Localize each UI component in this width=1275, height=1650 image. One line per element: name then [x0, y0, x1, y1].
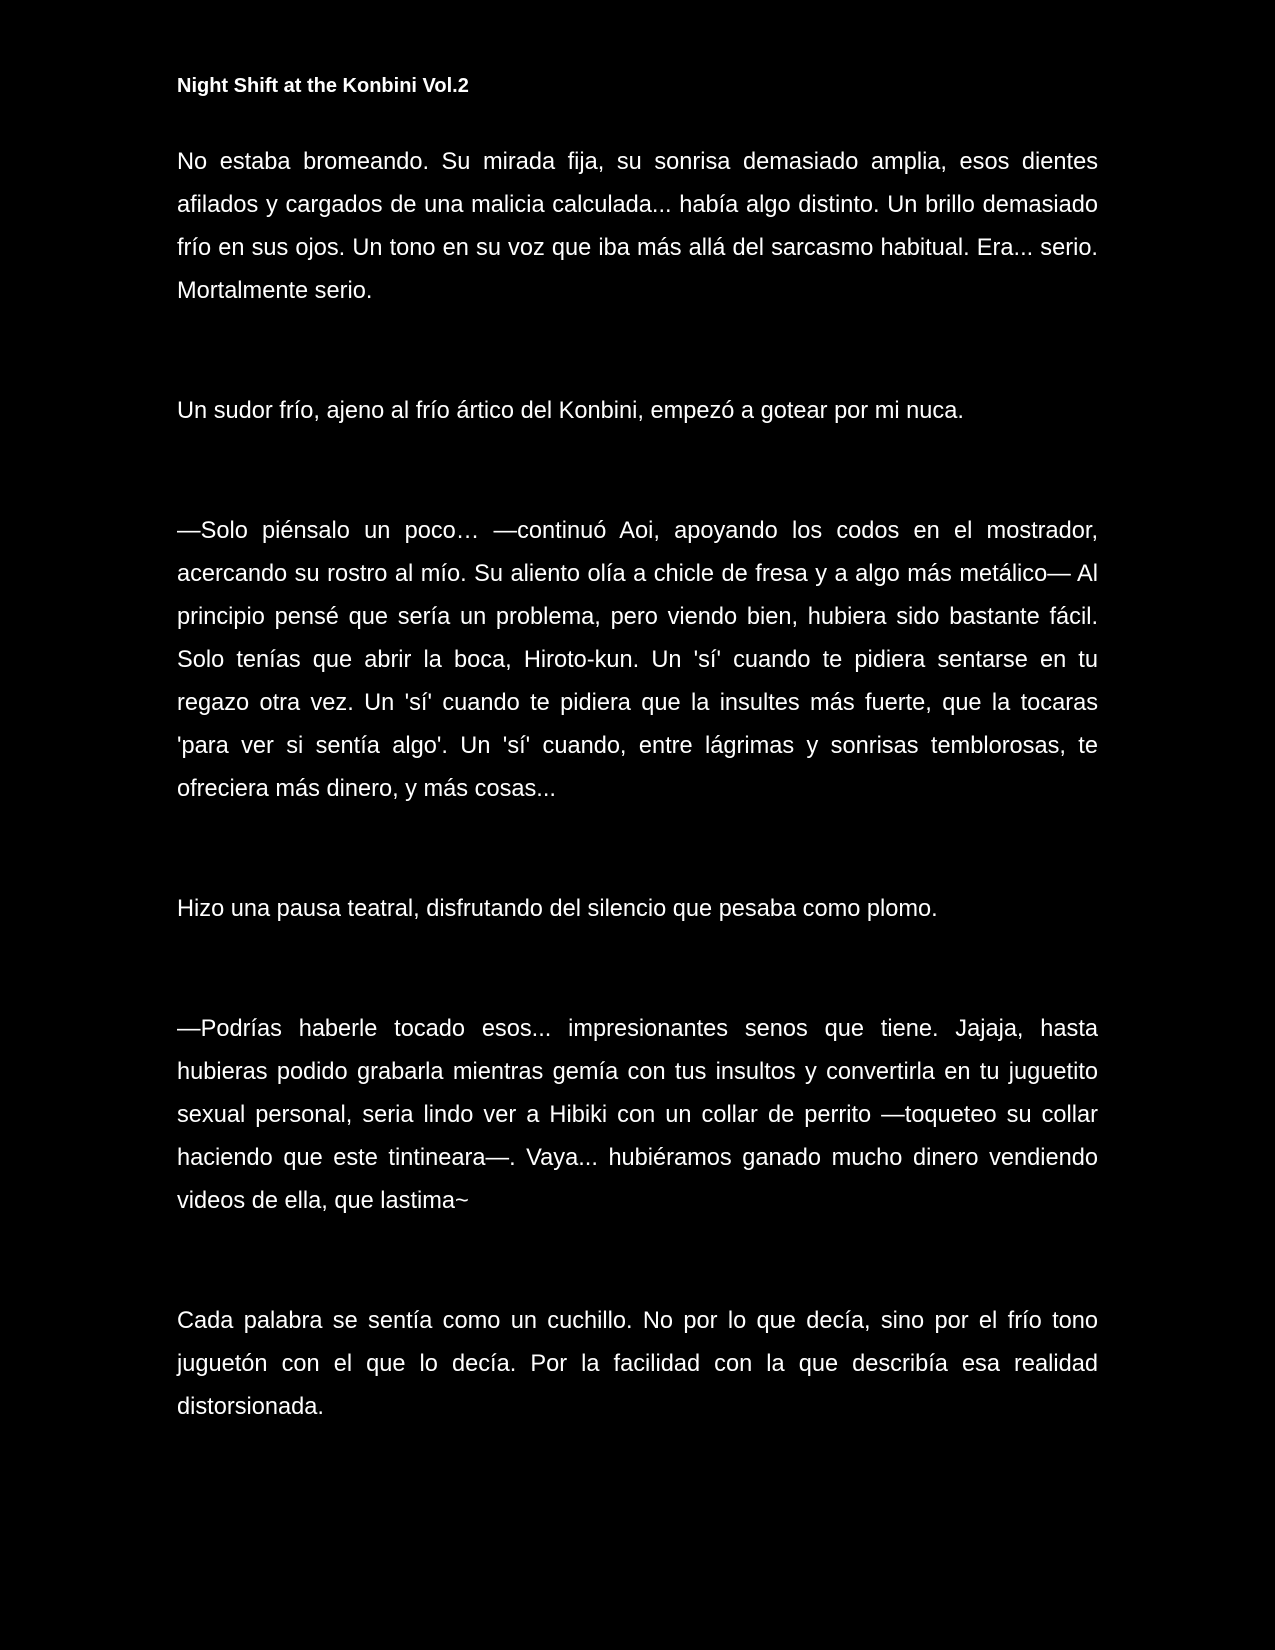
- paragraph: Hizo una pausa teatral, disfrutando del silencio que pesaba como plomo.: [177, 896, 938, 922]
- paragraph: Cada palabra se sentía como un cuchillo. No por lo que decía, sino por el frío tono juguetón con el que lo decía. Por la facilidad con la que describía esa realidad distorsionada.: [177, 1308, 1098, 1420]
- body-text: [177, 141, 1098, 1429]
- paragraph: Un sudor frío, ajeno al frío ártico del Konbini, empezó a gotear por mi nuca.: [177, 398, 964, 424]
- running-header-title: Night Shift at the Konbini Vol.2: [177, 75, 469, 97]
- paragraph: No estaba bromeando. Su mirada fija, su sonrisa demasiado amplia, esos dientes afilados y cargados de una malicia calculada... había algo distinto. Un brillo demasiado frío en sus ojos. Un tono en su voz que iba más allá del sarcasmo habitual. Era... serio. Mortalmente serio.: [177, 149, 1098, 304]
- paragraph: —Solo piénsalo un poco… —continuó Aoi, apoyando los codos en el mostrador, acercando su rostro al mío. Su aliento olía a chicle de fresa y a algo más metálico— Al principio pensé que sería un problema, pero viendo bien, hubiera sido bastante fácil. Solo tenías que abrir la boca, Hiroto-kun. Un 'sí' cuando te pidiera sentarse en tu regazo otra vez. Un 'sí' cuando te pidiera que la insultes más fuerte, que la tocaras 'para ver si sentía algo'. Un 'sí' cuando, entre lágrimas y sonrisas temblorosas, te ofreciera más dinero, y más cosas...: [177, 518, 1098, 802]
- paragraph: —Podrías haberle tocado esos... impresionantes senos que tiene. Jajaja, hasta hubieras podido grabarla mientras gemía con tus insultos y convertirla en tu juguetito sexual personal, seria lindo ver a Hibiki con un collar de perrito —toqueteo su collar haciendo que este tintineara—. Vaya... hubiéramos ganado mucho dinero vendiendo videos de ella, que lastima~: [177, 1016, 1098, 1214]
